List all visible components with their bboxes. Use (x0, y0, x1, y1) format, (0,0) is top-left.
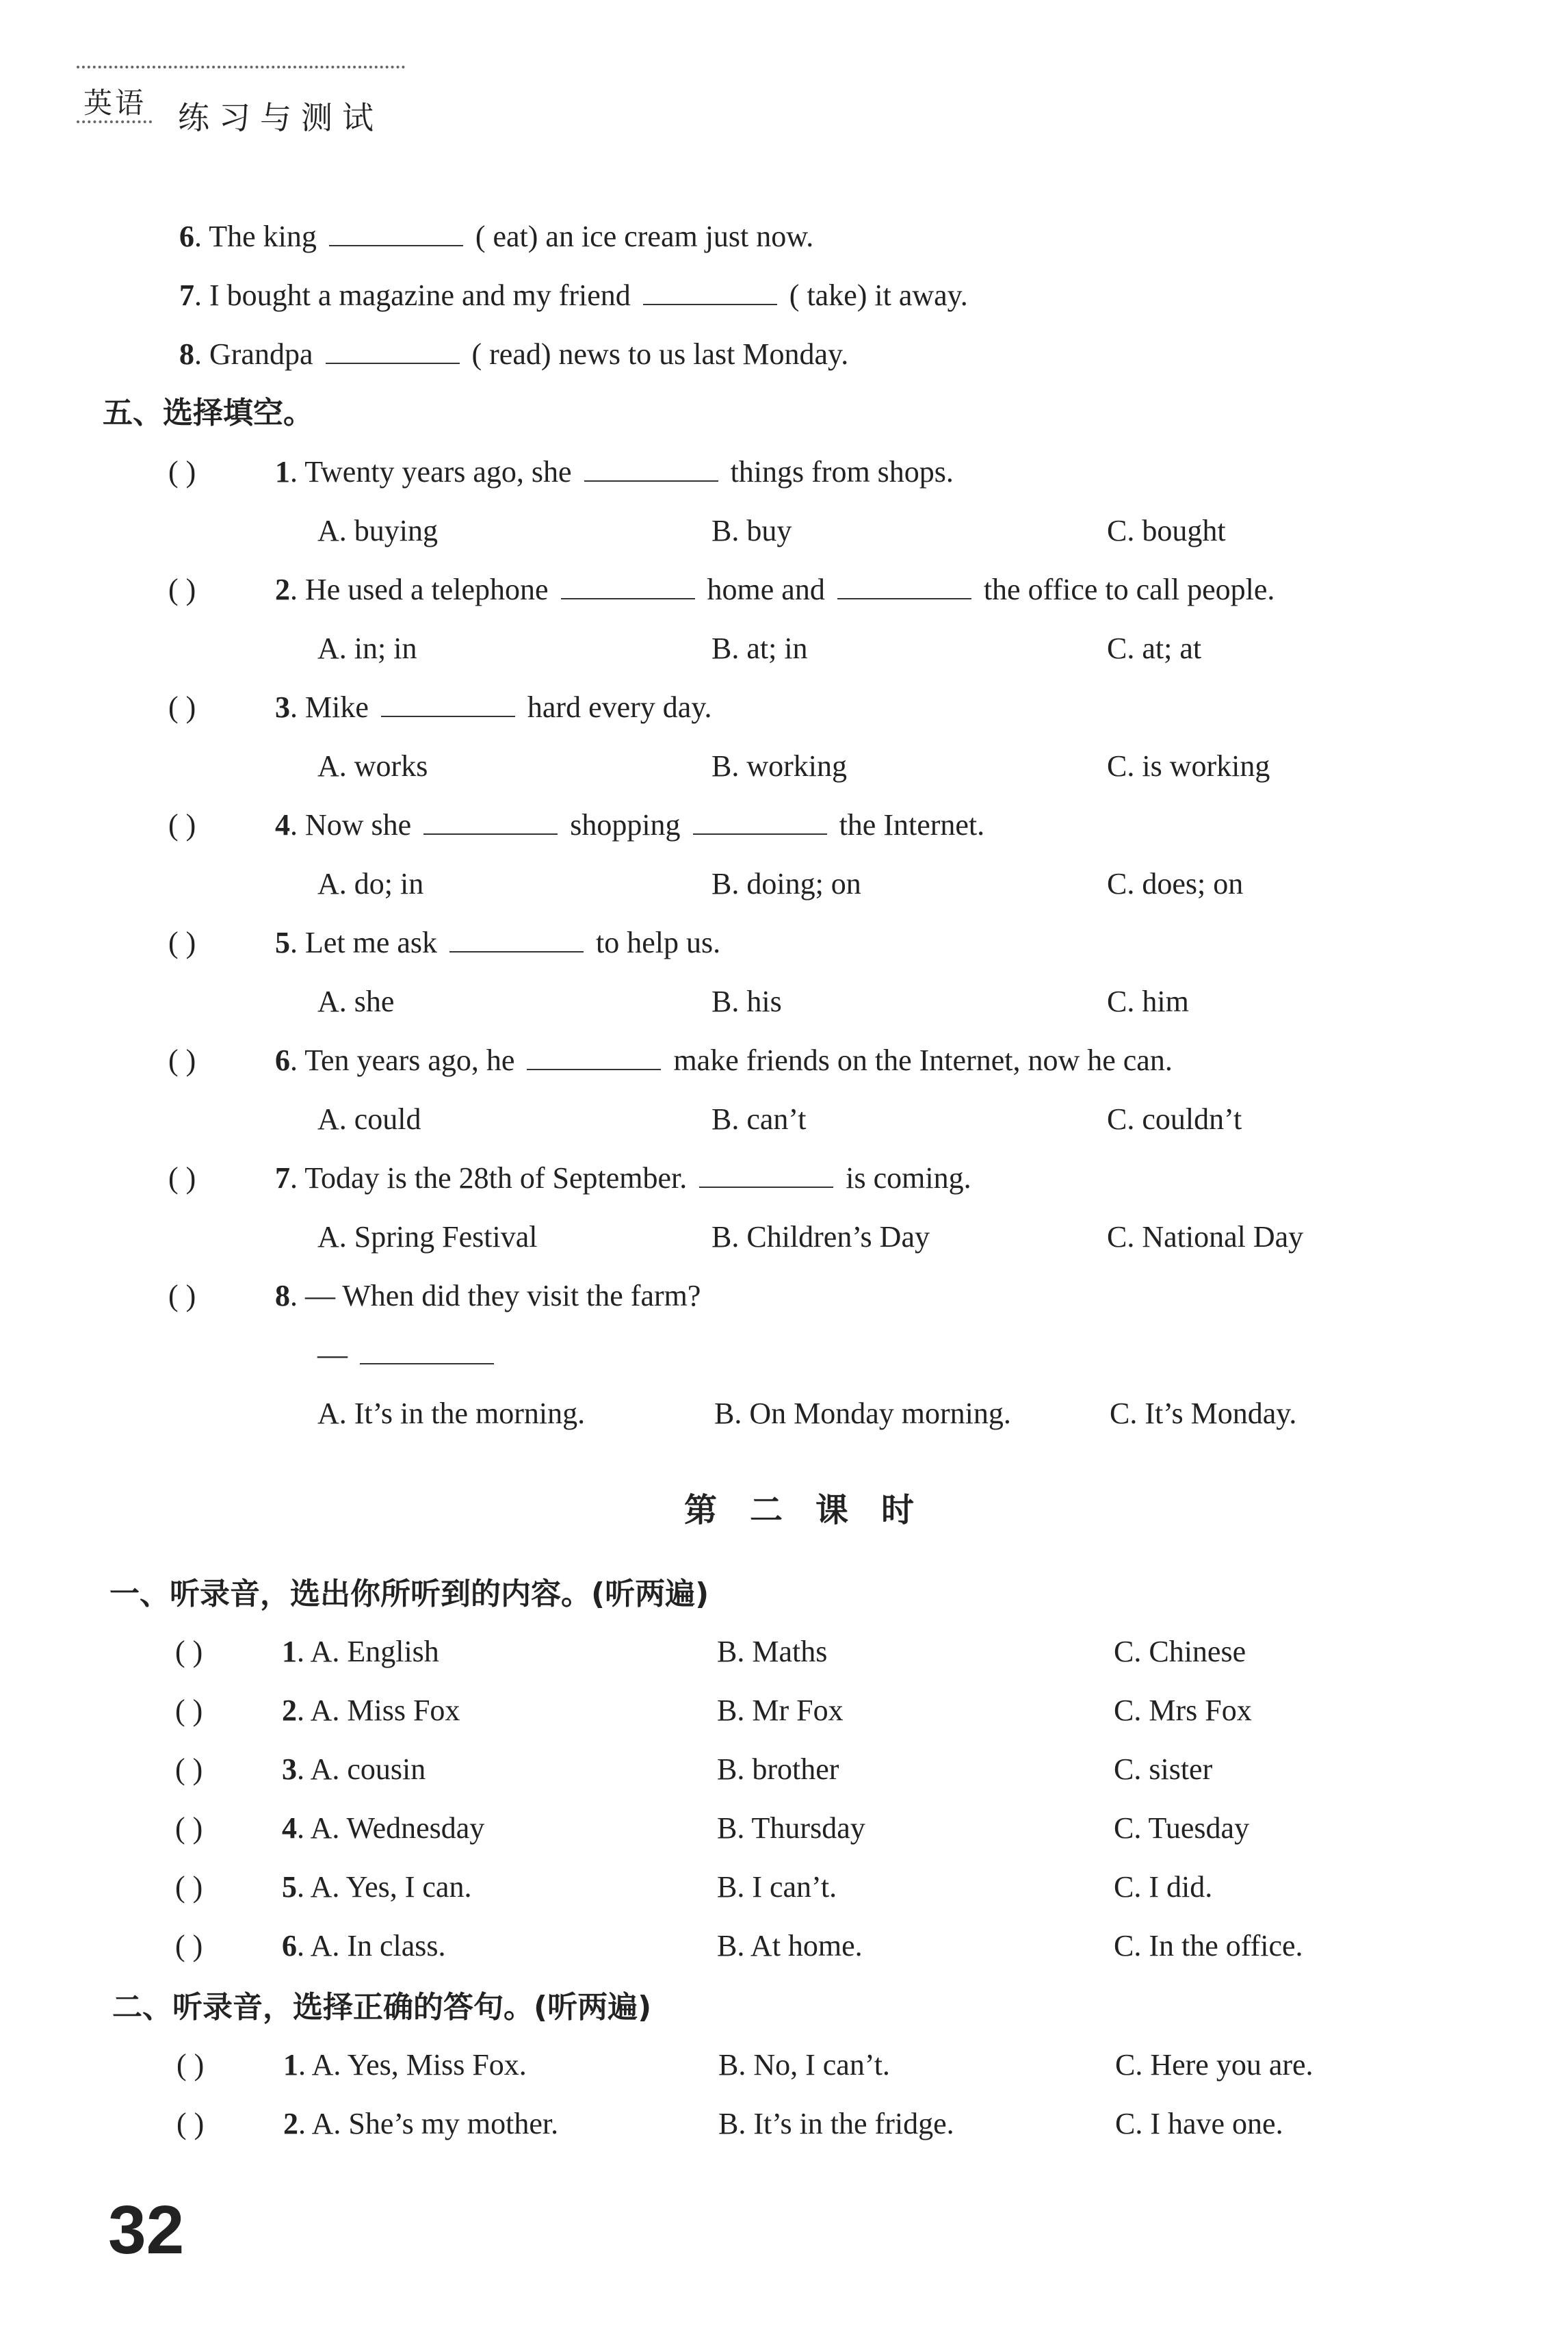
option-b[interactable]: B. No, I can’t. (718, 2048, 890, 2082)
answer-blank[interactable] (329, 218, 463, 246)
listening-item-6: 6. A. In class. (282, 1929, 446, 1962)
option-b[interactable]: B. It’s in the fridge. (718, 2107, 954, 2140)
option-c[interactable]: C. couldn’t (1107, 1102, 1242, 1136)
option-c[interactable]: C. at; at (1107, 632, 1202, 665)
question-6: 6. Ten years ago, he make friends on the Internet, now he can. (275, 1040, 1173, 1081)
option-b[interactable]: B. At home. (717, 1929, 863, 1962)
answer-paren[interactable]: ( ) (175, 1752, 203, 1786)
option-a[interactable]: A. Yes, I can. (310, 1870, 472, 1904)
answer-paren[interactable]: ( ) (168, 690, 196, 724)
answer-blank[interactable] (449, 924, 584, 953)
option-c[interactable]: C. him (1107, 985, 1189, 1018)
page-header (77, 66, 405, 142)
option-a[interactable]: A. English (310, 1635, 439, 1668)
page-number: 32 (108, 2192, 185, 2268)
answer-paren[interactable]: ( ) (175, 1694, 203, 1727)
question-2: 2. He used a telephone home and the office to call people. (275, 569, 1275, 610)
option-b[interactable]: B. Mr Fox (717, 1694, 844, 1727)
answer-blank[interactable] (527, 1041, 661, 1070)
question-5: 5. Let me ask to help us. (275, 922, 720, 963)
answer-blank[interactable] (423, 806, 558, 835)
option-c[interactable]: C. In the office. (1114, 1929, 1303, 1962)
answer-paren[interactable]: ( ) (168, 573, 196, 606)
question-8-answer-line: — (317, 1334, 506, 1375)
answer-blank[interactable] (837, 571, 971, 599)
option-a[interactable]: A. works (317, 749, 428, 783)
listening-item-5: 5. A. Yes, I can. (282, 1870, 472, 1904)
response-item-2: 2. A. She’s my mother. (283, 2107, 559, 2140)
answer-blank[interactable] (699, 1159, 833, 1188)
listening-part-2-title: 二、听录音，选择正确的答句。(听两遍) (112, 1990, 652, 2025)
option-c[interactable]: C. Mrs Fox (1114, 1694, 1252, 1727)
option-a[interactable]: A. cousin (310, 1752, 426, 1786)
option-b[interactable]: B. Maths (717, 1635, 828, 1668)
option-a[interactable]: A. could (317, 1102, 421, 1136)
header-dotted-rule (77, 66, 405, 68)
answer-paren[interactable]: ( ) (168, 1044, 196, 1077)
option-a[interactable]: A. buying (317, 514, 438, 547)
option-b[interactable]: B. doing; on (711, 867, 861, 901)
question-3: 3. Mike hard every day. (275, 687, 711, 728)
section-5-title: 五、选择填空。 (103, 396, 313, 430)
listening-item-4: 4. A. Wednesday (282, 1811, 485, 1845)
option-c[interactable]: C. Tuesday (1114, 1811, 1250, 1845)
option-b[interactable]: B. I can’t. (717, 1870, 837, 1904)
option-a[interactable]: A. In class. (310, 1929, 446, 1962)
answer-blank[interactable] (584, 453, 718, 482)
option-b[interactable]: B. buy (711, 514, 792, 547)
option-a[interactable]: A. in; in (317, 632, 417, 665)
response-item-1: 1. A. Yes, Miss Fox. (283, 2048, 527, 2082)
option-c[interactable]: C. is working (1107, 749, 1270, 783)
option-b[interactable]: B. On Monday morning. (714, 1397, 1011, 1430)
option-b[interactable]: B. Children’s Day (711, 1220, 930, 1254)
lesson-title: 第二课时 (684, 1491, 948, 1529)
option-b[interactable]: B. brother (717, 1752, 839, 1786)
question-1: 1. Twenty years ago, she things from shops. (275, 452, 954, 493)
option-a[interactable]: A. It’s in the morning. (317, 1397, 586, 1430)
subject-label: 英语 (83, 86, 147, 120)
option-c[interactable]: C. sister (1114, 1752, 1213, 1786)
listening-item-2: 2. A. Miss Fox (282, 1694, 460, 1727)
option-c[interactable]: C. National Day (1107, 1220, 1304, 1254)
question-7: 7. Today is the 28th of September. is coming. (275, 1158, 971, 1199)
option-a[interactable]: A. She’s my mother. (311, 2107, 559, 2140)
series-title: 练习与测试 (178, 99, 383, 136)
option-c[interactable]: C. bought (1107, 514, 1226, 547)
listening-item-1: 1. A. English (282, 1635, 439, 1668)
answer-blank[interactable] (643, 276, 777, 305)
answer-paren[interactable]: ( ) (175, 1635, 203, 1668)
fill-in-item-6: 6. The king ( eat) an ice cream just now. (179, 216, 813, 257)
question-4: 4. Now she shopping the Internet. (275, 805, 984, 846)
answer-blank[interactable] (326, 335, 460, 364)
option-c[interactable]: C. does; on (1107, 867, 1244, 901)
answer-blank[interactable] (561, 571, 695, 599)
fill-in-item-7: 7. I bought a magazine and my friend ( take) it away. (179, 275, 968, 316)
answer-blank[interactable] (381, 688, 515, 717)
answer-paren[interactable]: ( ) (177, 2048, 205, 2082)
subject-underline (77, 120, 152, 123)
option-a[interactable]: A. do; in (317, 867, 424, 901)
answer-paren[interactable]: ( ) (168, 1161, 196, 1195)
answer-paren[interactable]: ( ) (175, 1870, 203, 1904)
option-a[interactable]: A. she (317, 985, 395, 1018)
fill-in-item-8: 8. Grandpa ( read) news to us last Monday. (179, 334, 848, 375)
option-b[interactable]: B. Thursday (717, 1811, 865, 1845)
answer-blank[interactable] (360, 1336, 494, 1364)
option-a[interactable]: A. Miss Fox (310, 1694, 460, 1727)
option-b[interactable]: B. can’t (711, 1102, 807, 1136)
question-8: 8. — When did they visit the farm? (275, 1279, 701, 1312)
listening-part-1-title: 一、听录音，选出你所听到的内容。(听两遍) (109, 1577, 709, 1611)
answer-paren[interactable]: ( ) (177, 2107, 205, 2140)
option-b[interactable]: B. working (711, 749, 847, 783)
answer-paren[interactable]: ( ) (168, 455, 196, 489)
option-c[interactable]: C. Here you are. (1115, 2048, 1314, 2082)
answer-paren[interactable]: ( ) (168, 1279, 196, 1312)
answer-paren[interactable]: ( ) (175, 1929, 203, 1962)
option-c[interactable]: C. Chinese (1114, 1635, 1246, 1668)
listening-item-3: 3. A. cousin (282, 1752, 426, 1786)
option-c[interactable]: C. I did. (1114, 1870, 1213, 1904)
option-a[interactable]: A. Yes, Miss Fox. (311, 2048, 527, 2082)
option-a[interactable]: A. Wednesday (310, 1811, 485, 1845)
option-c[interactable]: C. I have one. (1115, 2107, 1283, 2140)
answer-paren[interactable]: ( ) (168, 808, 196, 842)
answer-paren[interactable]: ( ) (168, 926, 196, 959)
answer-blank[interactable] (693, 806, 827, 835)
option-b[interactable]: B. his (711, 985, 782, 1018)
option-b[interactable]: B. at; in (711, 632, 808, 665)
answer-paren[interactable]: ( ) (175, 1811, 203, 1845)
option-a[interactable]: A. Spring Festival (317, 1220, 538, 1254)
option-c[interactable]: C. It’s Monday. (1110, 1397, 1297, 1430)
